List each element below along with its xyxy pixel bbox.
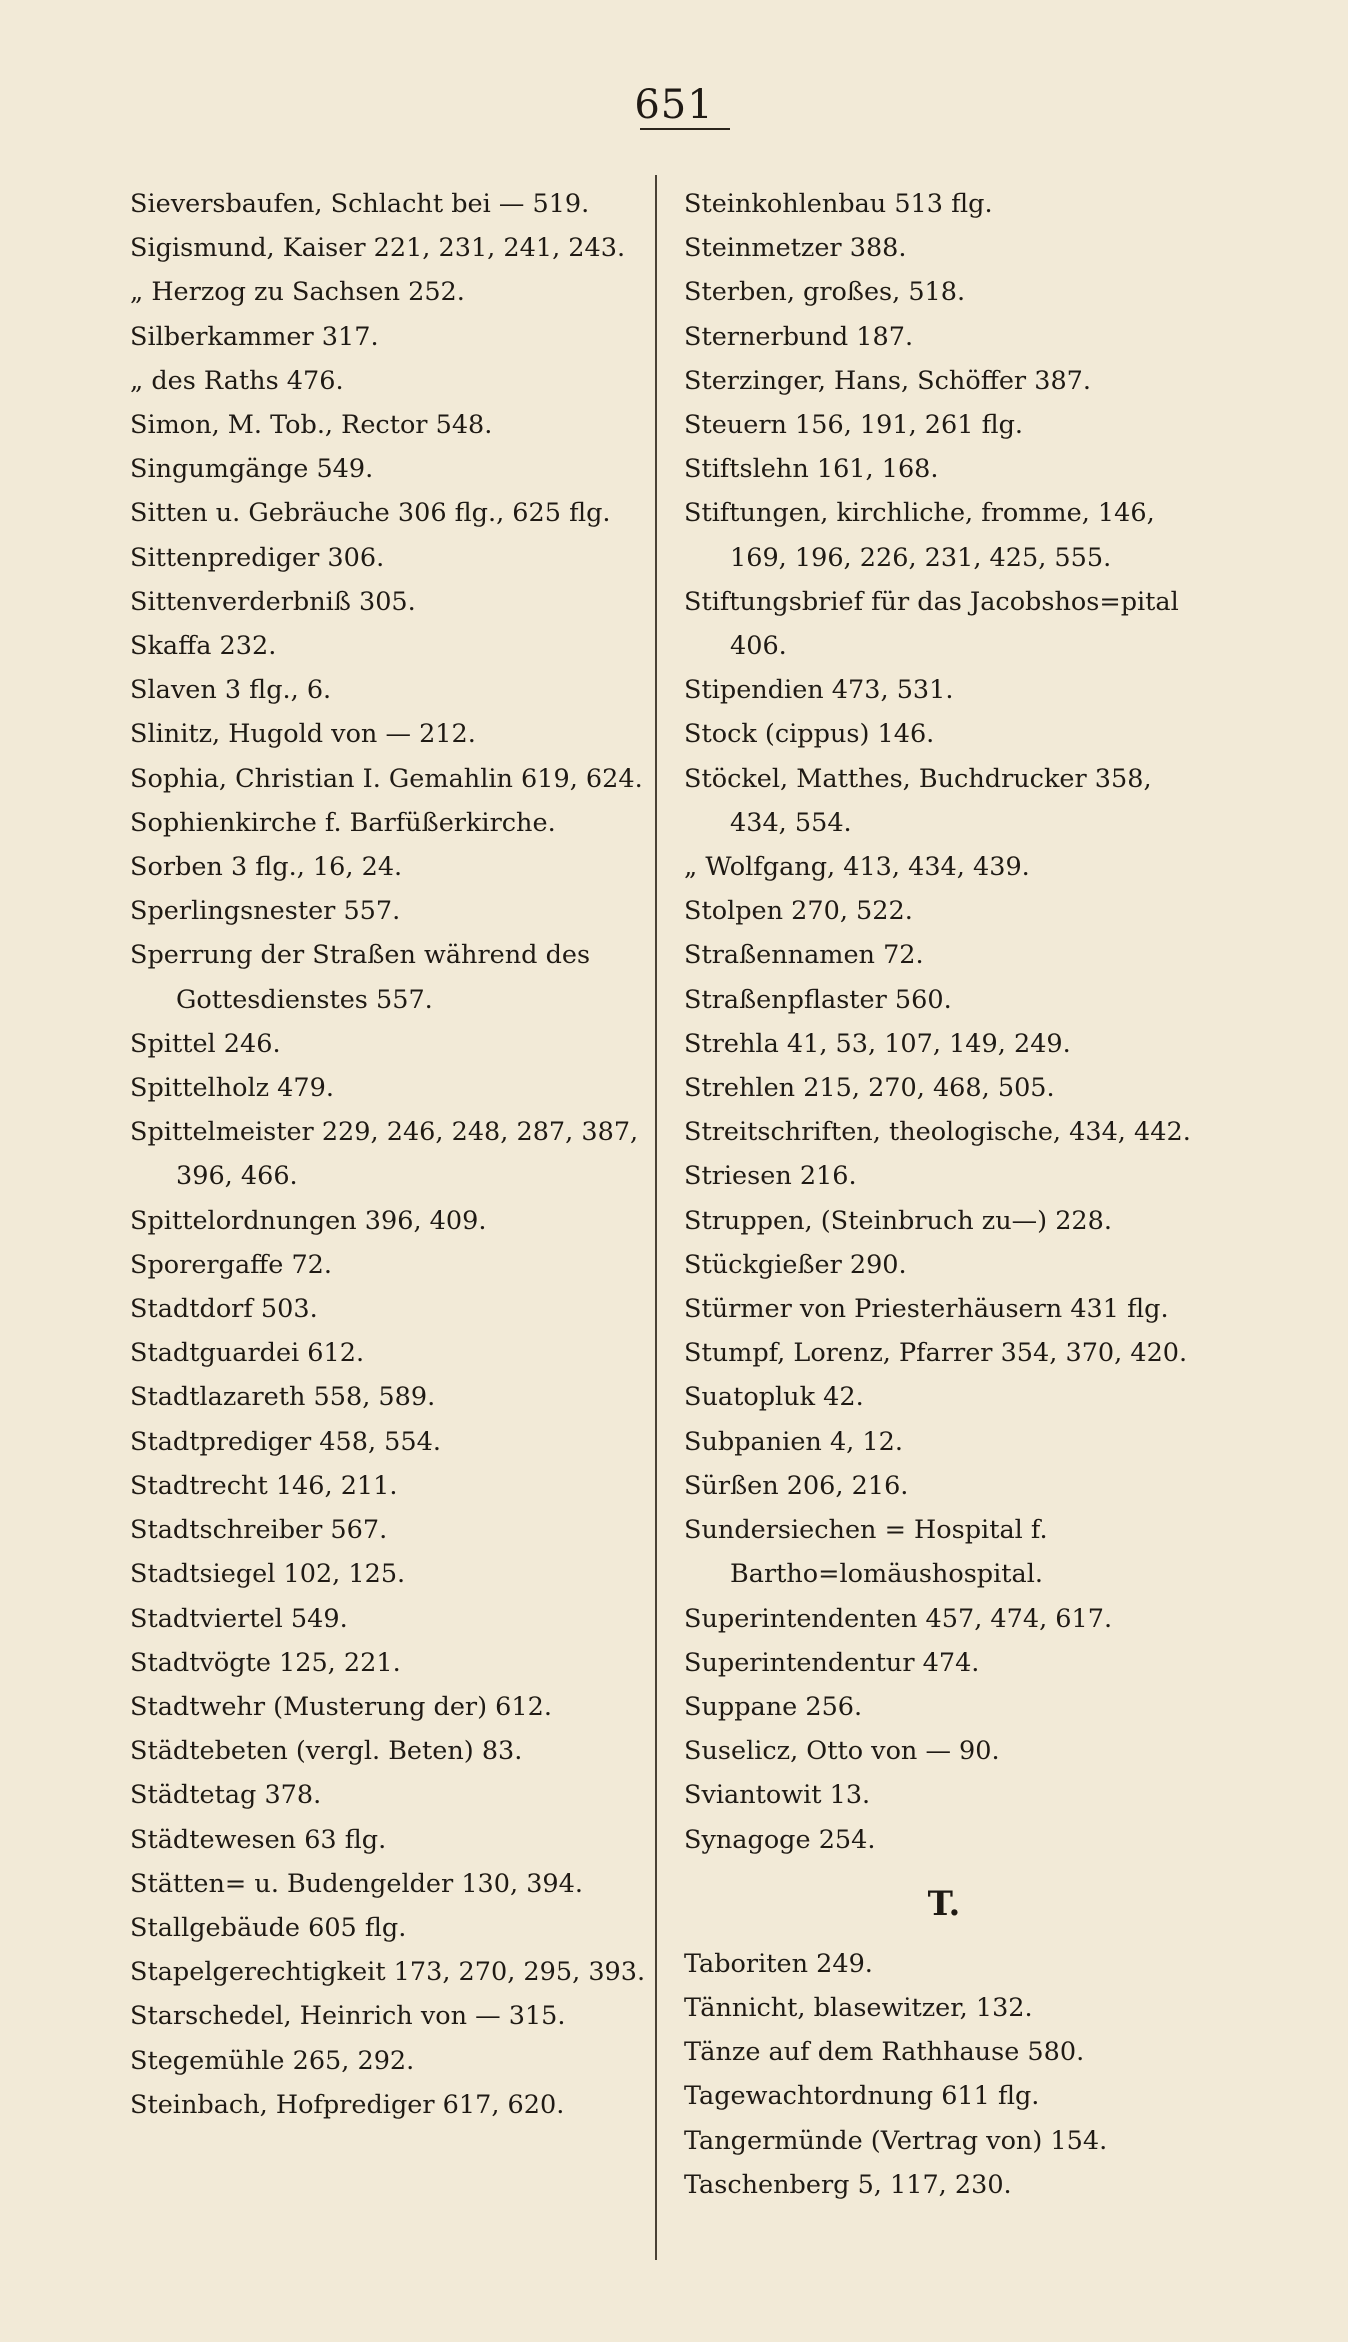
index-entry: Striesen 216.	[684, 1161, 857, 1192]
index-entry: Stadtwehr (Musterung der) 612.	[130, 1691, 552, 1722]
index-entry: Stückgießer 290.	[684, 1249, 907, 1280]
index-entry: Stadtviertel 549.	[130, 1603, 348, 1634]
index-entry: Städtebeten (vergl. Beten) 83.	[130, 1736, 523, 1767]
index-entry: Sperlingsnester 557.	[130, 896, 401, 927]
index-entry: Sieversbaufen, Schlacht bei — 519.	[130, 189, 590, 219]
index-entry: Stock (cippus) 146.	[684, 719, 935, 750]
index-entry: Sigismund, Kaiser 221, 231, 241, 243.	[130, 233, 626, 264]
index-entry: „ des Raths 476.	[130, 365, 344, 396]
index-entry: Stadtdorf 503.	[130, 1294, 318, 1325]
index-entry: Straßenpflaster 560.	[684, 984, 952, 1015]
page-number: 651	[634, 82, 714, 128]
index-entry: Stöckel, Matthes, Buchdrucker 358, 434, 554.	[684, 763, 1152, 838]
index-entry: Superintendentur 474.	[684, 1647, 980, 1678]
index-entry: Steuern 156, 191, 261 flg.	[684, 410, 1024, 441]
index-entry: Struppen, (Steinbruch zu—) 228.	[684, 1205, 1112, 1236]
index-entry: Slinitz, Hugold von — 212.	[130, 719, 476, 750]
index-entry: Stallgebäude 605 flg.	[130, 1912, 407, 1943]
index-entry: Synagoge 254.	[684, 1824, 876, 1855]
index-entries-t	[684, 1942, 1204, 2207]
index-entry: Stadtvögte 125, 221.	[130, 1647, 401, 1678]
index-entry: Stiftungen, kirchliche, fromme, 146, 169, 196, 226, 231, 425, 555.	[684, 498, 1155, 573]
index-entry: Starschedel, Heinrich von — 315.	[130, 2001, 566, 2032]
index-entry: Strehla 41, 53, 107, 149, 249.	[684, 1028, 1071, 1059]
index-entry: Taschenberg 5, 117, 230.	[684, 2169, 1012, 2200]
index-entry: Sophia, Christian I. Gemahlin 619, 624.	[130, 763, 643, 794]
index-entry: Steinkohlenbau 513 flg.	[684, 189, 993, 219]
index-entry: Sorben 3 flg., 16, 24.	[130, 852, 403, 883]
index-entry: Simon, M. Tob., Rector 548.	[130, 410, 493, 441]
index-entry: Strehlen 215, 270, 468, 505.	[684, 1073, 1055, 1104]
index-entry: Silberkammer 317.	[130, 321, 379, 352]
index-entry: Stadtrecht 146, 211.	[130, 1470, 398, 1501]
index-entry: Streitschriften, theologische, 434, 442.	[684, 1117, 1191, 1148]
index-entry: Taboriten 249.	[684, 1948, 873, 1979]
section-letter-heading: T.	[927, 1883, 961, 1924]
index-entry: Stadtschreiber 567.	[130, 1515, 388, 1546]
index-entry: Spittel 246.	[130, 1028, 281, 1059]
index-entry: Singumgänge 549.	[130, 454, 374, 485]
index-entry: Stätten= u. Budengelder 130, 394.	[130, 1868, 583, 1899]
header-rule	[640, 128, 730, 130]
index-entry: Suppane 256.	[684, 1691, 863, 1722]
index-entry: Städtewesen 63 flg.	[130, 1824, 387, 1855]
index-entry: Sittenverderbniß 305.	[130, 586, 416, 617]
index-entry: Suselicz, Otto von — 90.	[684, 1736, 1000, 1767]
index-entry: Sterben, großes, 518.	[684, 277, 966, 308]
index-entry: Sitten u. Gebräuche 306 flg., 625 flg.	[130, 498, 611, 529]
index-column-right	[684, 182, 1204, 2207]
index-entry: Spittelholz 479.	[130, 1073, 334, 1104]
index-entry: Tagewachtordnung 611 flg.	[684, 2081, 1040, 2112]
index-entry: Städtetag 378.	[130, 1780, 322, 1811]
index-entry: Tänze auf dem Rathhause 580.	[684, 2037, 1085, 2068]
index-entry: Sviantowit 13.	[684, 1780, 871, 1811]
index-entry: Stiftslehn 161, 168.	[684, 454, 939, 485]
index-entry: Stipendien 473, 531.	[684, 675, 954, 706]
index-entry: Straßennamen 72.	[684, 940, 924, 971]
index-entry: Sürßen 206, 216.	[684, 1470, 909, 1501]
index-entry: Slaven 3 flg., 6.	[130, 675, 332, 706]
index-entry: Stolpen 270, 522.	[684, 896, 913, 927]
index-entry: „ Wolfgang, 413, 434, 439.	[684, 852, 1030, 883]
index-entry: Stadtguardei 612.	[130, 1338, 365, 1369]
column-divider	[655, 175, 657, 2260]
index-entry: Steinbach, Hofprediger 617, 620.	[130, 2089, 565, 2120]
index-column-left	[130, 182, 650, 2127]
index-entry: Skaffa 232.	[130, 631, 277, 662]
index-entry: Stadtlazareth 558, 589.	[130, 1382, 436, 1413]
index-entry: Stadtprediger 458, 554.	[130, 1426, 441, 1457]
index-entry: Spittelmeister 229, 246, 248, 287, 387, 396, 466.	[130, 1117, 639, 1192]
index-entry: Sterzinger, Hans, Schöffer 387.	[684, 365, 1091, 396]
index-entry: Sittenprediger 306.	[130, 542, 385, 573]
index-entry: Suatopluk 42.	[684, 1382, 864, 1413]
index-entry: Steinmetzer 388.	[684, 233, 907, 264]
index-entry: Stegemühle 265, 292.	[130, 2045, 415, 2076]
index-entry: Stiftungsbrief für das Jacobshos=pital 406.	[684, 586, 1179, 662]
index-entry: Stürmer von Priesterhäusern 431 flg.	[684, 1294, 1169, 1325]
index-entry: Sundersiechen = Hospital f. Bartho=lomäushospital.	[684, 1515, 1048, 1590]
index-entry: Sperrung der Straßen während des Gottesdienstes 557.	[130, 940, 591, 1015]
index-entry: Superintendenten 457, 474, 617.	[684, 1603, 1113, 1634]
index-entry: Sophienkirche f. Barfüßerkirche.	[130, 807, 556, 838]
index-entry: „ Herzog zu Sachsen 252.	[130, 277, 465, 308]
index-entry: Spittelordnungen 396, 409.	[130, 1205, 487, 1236]
index-entry: Subpanien 4, 12.	[684, 1426, 903, 1457]
index-entry: Stumpf, Lorenz, Pfarrer 354, 370, 420.	[684, 1338, 1188, 1369]
index-entry: Tännicht, blasewitzer, 132.	[684, 1992, 1033, 2023]
index-entry: Sporergaffe 72.	[130, 1249, 333, 1280]
index-entry: Stadtsiegel 102, 125.	[130, 1559, 406, 1590]
index-entry: Sternerbund 187.	[684, 321, 914, 352]
index-entry: Tangermünde (Vertrag von) 154.	[684, 2125, 1108, 2156]
index-entries-s	[684, 182, 1204, 1862]
index-entry: Stapelgerechtigkeit 173, 270, 295, 393.	[130, 1957, 646, 1988]
